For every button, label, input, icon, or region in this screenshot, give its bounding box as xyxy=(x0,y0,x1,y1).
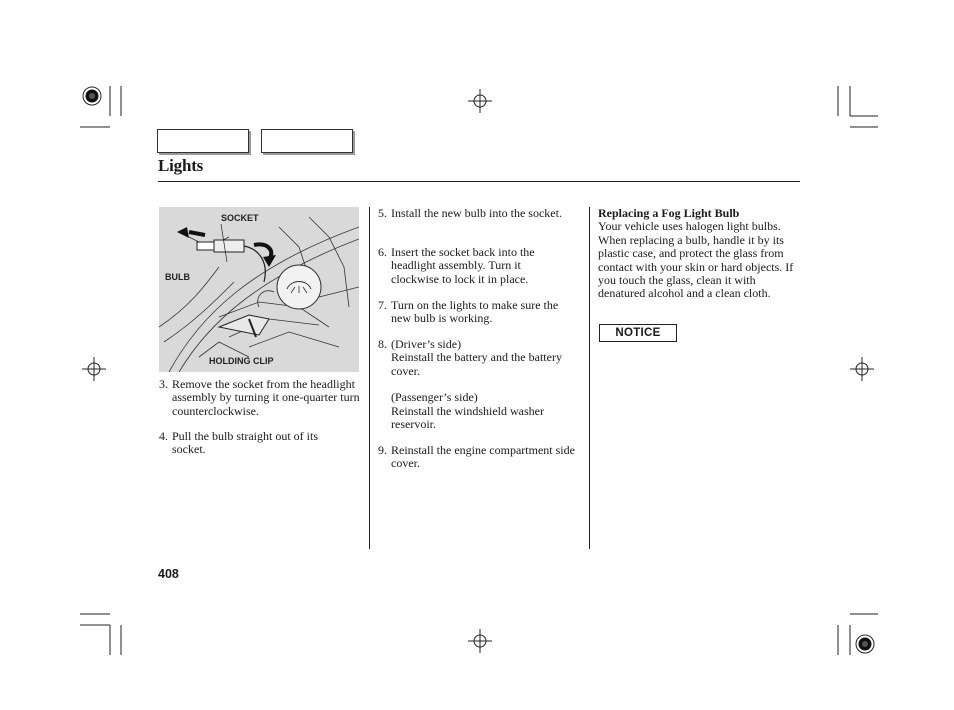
step-text: Turn on the lights to make sure the new bulb is working. xyxy=(391,298,559,326)
step-6 xyxy=(378,246,568,286)
header-tab-1 xyxy=(157,129,249,153)
step-text: Pull the bulb straight out of its socket. xyxy=(172,429,318,457)
page-number: 408 xyxy=(158,567,179,581)
step-text-drivers-side-detail: Reinstall the battery and the battery cover. xyxy=(391,350,562,378)
step-number: 3. xyxy=(159,377,168,391)
section-paragraph: Your vehicle uses halogen light bulbs. When replacing a bulb, handle it by its plastic case, and protect the glass from contact with your skin or hard objects. If you touch the glass, clean it with denatured alcohol and a clean cloth. xyxy=(598,219,794,301)
step-number: 9. xyxy=(378,443,387,457)
step-text-drivers-side: (Driver’s side) xyxy=(391,337,462,351)
step-number: 8. xyxy=(378,337,387,351)
fog-light-section xyxy=(598,207,803,301)
fog-light-illustration xyxy=(159,207,359,372)
section-heading: Replacing a Fog Light Bulb xyxy=(598,206,740,220)
step-text: Install the new bulb into the socket. xyxy=(391,206,562,220)
step-8 xyxy=(378,338,578,431)
step-text-passengers-side-detail: Reinstall the windshield washer reservoir. xyxy=(391,403,544,432)
step-number: 4. xyxy=(159,429,168,443)
figure-label-holding-clip: HOLDING CLIP xyxy=(209,356,274,366)
figure-label-bulb: BULB xyxy=(165,272,190,282)
step-3 xyxy=(159,378,369,418)
header-tab-2 xyxy=(261,129,353,153)
step-number: 6. xyxy=(378,245,387,259)
step-text-passengers-side: (Passenger’s side) xyxy=(391,390,478,405)
figure-label-socket: SOCKET xyxy=(221,213,259,223)
step-7 xyxy=(378,299,573,326)
step-number: 5. xyxy=(378,206,387,220)
step-text: Insert the socket back into the headlight assembly. Turn it clockwise to lock it in place. xyxy=(391,245,535,286)
title-rule xyxy=(158,181,800,182)
step-text: Remove the socket from the headlight assembly by turning it one-quarter turn counterclockwise. xyxy=(172,377,360,418)
page-title: Lights xyxy=(158,156,204,175)
step-number: 7. xyxy=(378,298,387,312)
step-4 xyxy=(159,430,354,457)
column-divider-1 xyxy=(369,207,370,549)
column-divider-2 xyxy=(589,207,590,549)
fog-light-figure xyxy=(159,207,359,372)
step-5 xyxy=(378,207,568,220)
notice-badge: NOTICE xyxy=(599,324,677,342)
step-9 xyxy=(378,444,583,471)
step-text: Reinstall the engine compartment side cover. xyxy=(391,443,575,471)
